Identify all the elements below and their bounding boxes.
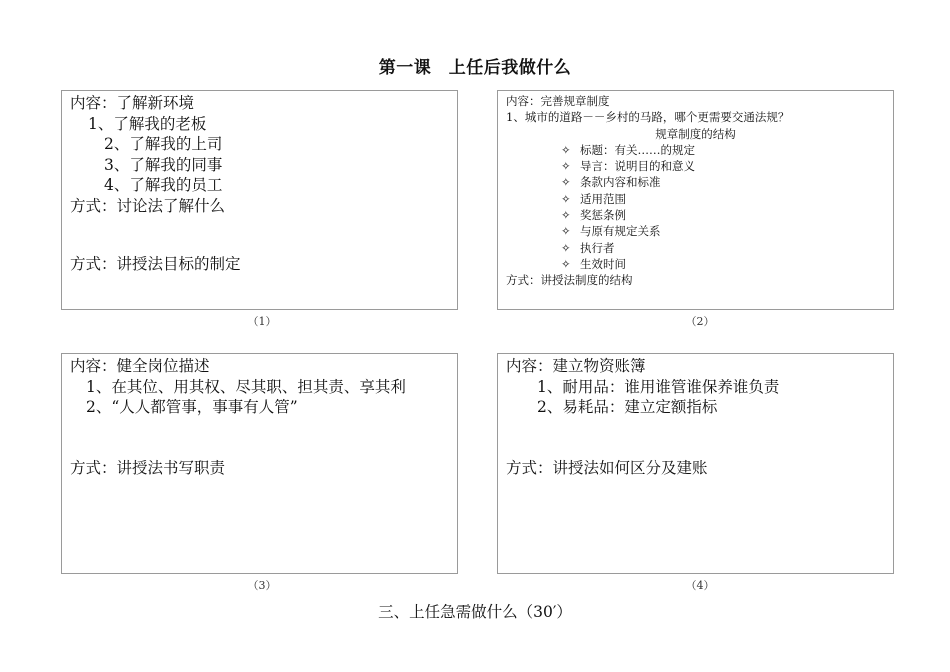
box4-caption: （4）	[685, 579, 715, 592]
diamond-bullet-icon: ✧	[561, 191, 571, 206]
box2-bullet: ✧ 与原有规定关系	[561, 224, 661, 239]
lesson-box-3	[61, 353, 458, 574]
diamond-bullet-icon: ✧	[561, 175, 571, 190]
section-heading: 三、上任急需做什么（30′）	[378, 603, 572, 621]
box3-content: 内容：健全岗位描述	[70, 357, 210, 375]
box1-item: 2、了解我的上司	[104, 135, 223, 153]
lesson-box-4	[497, 353, 894, 574]
box1-item: 3、了解我的同事	[104, 155, 223, 174]
box3-item: 1、在其位、用其权、尽其职、担其责、享其利	[86, 377, 406, 396]
box4-content: 内容：建立物资账簿	[506, 357, 646, 375]
box4-item: 1、耐用品：谁用谁管谁保养谁负责	[537, 377, 780, 396]
lesson-box-1	[61, 90, 458, 310]
box2-bullet: ✧ 执行者	[561, 240, 615, 255]
box2-bullet: ✧ 标题：有关……的规定	[561, 142, 695, 157]
box1-content: 内容：了解新环境	[70, 94, 195, 112]
box1-method-a: 方式：讨论法了解什么	[70, 196, 226, 215]
box4-item: 2、易耗品：建立定额指标	[537, 398, 718, 416]
box1-method-b: 方式：讲授法目标的制定	[70, 255, 241, 273]
box1-item: 4、了解我的员工	[104, 176, 223, 194]
box2-bullet: ✧ 奖惩条例	[561, 208, 626, 223]
box2-method: 方式：讲授法制度的结构	[506, 273, 633, 288]
box2-bullet: ✧ 生效时间	[561, 256, 626, 271]
box1-item: 1、了解我的老板	[88, 114, 207, 133]
diamond-bullet-icon: ✧	[561, 256, 571, 271]
box1-caption: （1）	[247, 315, 277, 328]
box3-method: 方式：讲授法书写职责	[70, 458, 226, 477]
box2-content: 内容：完善规章制度	[506, 94, 610, 108]
diamond-bullet-icon: ✧	[561, 224, 571, 239]
diamond-bullet-icon: ✧	[561, 142, 571, 157]
box4-method: 方式：讲授法如何区分及建账	[506, 458, 708, 477]
box2-question: 1、城市的道路－－乡村的马路，哪个更需要交通法规？	[506, 110, 790, 125]
box2-bullet: ✧ 条款内容和标准	[561, 175, 661, 190]
box2-bullet: ✧ 导言：说明目的和意义	[561, 159, 695, 174]
page-title: 第一课 上任后我做什么	[378, 58, 572, 78]
box3-caption: （3）	[247, 579, 277, 592]
box2-caption: （2）	[685, 315, 715, 328]
box2-subtitle: 规章制度的结构	[655, 126, 736, 141]
box2-bullet: ✧ 适用范围	[561, 191, 626, 206]
diamond-bullet-icon: ✧	[561, 159, 571, 174]
box3-item: 2、“人人都管事，事事有人管”	[86, 398, 298, 416]
diamond-bullet-icon: ✧	[561, 240, 571, 255]
diamond-bullet-icon: ✧	[561, 208, 571, 223]
lesson-box-2	[497, 90, 894, 310]
